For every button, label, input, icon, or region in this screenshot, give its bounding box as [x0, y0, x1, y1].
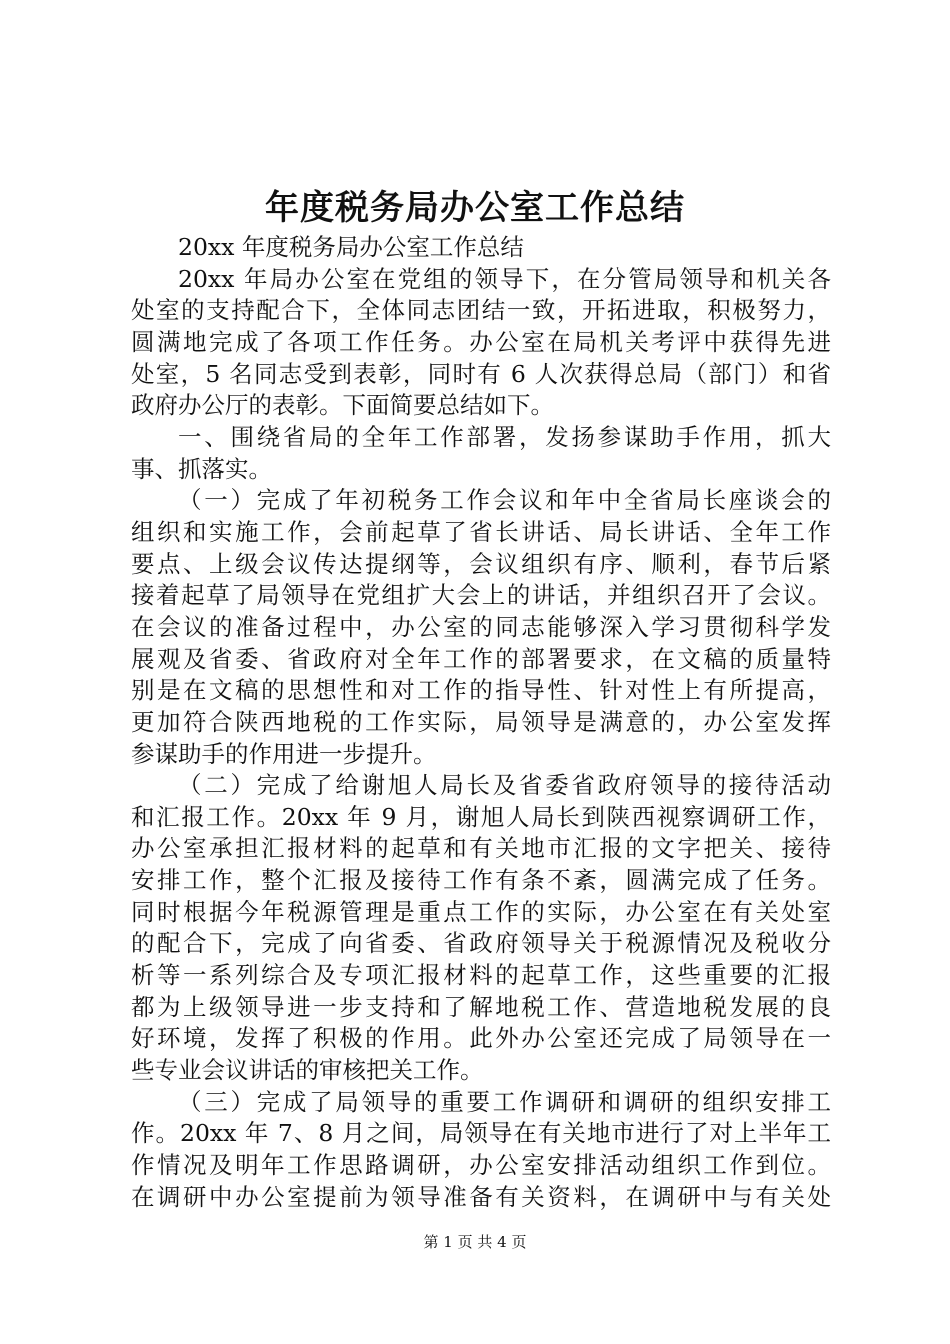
paragraph-line: 更加符合陕西地税的工作实际，局领导是满意的，办公室发挥 [131, 707, 831, 736]
paragraph-line: 接着起草了局领导在党组扩大会上的讲话，并组织召开了会议。 [131, 581, 831, 610]
paragraph-line: 同时根据今年税源管理是重点工作的实际，办公室在有关处室 [131, 897, 831, 926]
paragraph-line: 些专业会议讲话的审核把关工作。 [131, 1056, 484, 1085]
paragraph-line: 都为上级领导进一步支持和了解地税工作、营造地税发展的良 [131, 992, 831, 1021]
paragraph-line: 作情况及明年工作思路调研，办公室安排活动组织工作到位。 [131, 1151, 831, 1180]
paragraph-line: 要点、上级会议传达提纲等，会议组织有序、顺利，春节后紧 [131, 549, 831, 578]
paragraph-line: 析等一系列综合及专项汇报材料的起草工作，这些重要的汇报 [131, 961, 831, 990]
paragraph-line: 别是在文稿的思想性和对工作的指导性、针对性上有所提高， [131, 676, 831, 705]
paragraph-line: 安排工作，整个汇报及接待工作有条不紊，圆满完成了任务。 [131, 866, 831, 895]
paragraph-line: 和汇报工作。20xx 年 9 月，谢旭人局长到陕西视察调研工作， [131, 802, 831, 831]
paragraph-line: 办公室承担汇报材料的起草和有关地市汇报的文字把关、接待 [131, 834, 831, 863]
paragraph-line: 一、围绕省局的全年工作部署，发扬参谋助手作用，抓大 [178, 422, 831, 451]
paragraph-line: （三）完成了局领导的重要工作调研和调研的组织安排工 [178, 1087, 831, 1116]
paragraph-line: 好环境，发挥了积极的作用。此外办公室还完成了局领导在一 [131, 1024, 831, 1053]
paragraph-line: 20xx 年度税务局办公室工作总结 [178, 233, 524, 261]
page-footer: 第 1 页 共 4 页 [423, 1233, 527, 1251]
paragraph-line: 在会议的准备过程中，办公室的同志能够深入学习贯彻科学发 [131, 612, 831, 641]
paragraph-line: （一）完成了年初税务工作会议和年中全省局长座谈会的 [178, 486, 831, 515]
document-title: 年度税务局办公室工作总结 [265, 188, 685, 228]
paragraph-line: 圆满地完成了各项工作任务。办公室在局机关考评中获得先进 [131, 327, 831, 356]
paragraph-line: （二）完成了给谢旭人局长及省委省政府领导的接待活动 [178, 771, 831, 800]
paragraph-line: 的配合下，完成了向省委、省政府领导关于税源情况及税收分 [131, 929, 831, 958]
paragraph-line: 参谋助手的作用进一步提升。 [131, 739, 437, 768]
paragraph-line: 政府办公厅的表彰。下面简要总结如下。 [131, 391, 554, 420]
document-body [131, 232, 831, 1213]
paragraph-line: 作。20xx 年 7、8 月之间，局领导在有关地市进行了对上半年工 [131, 1119, 831, 1148]
paragraph-line: 组织和实施工作，会前起草了省长讲话、局长讲话、全年工作 [131, 517, 831, 546]
paragraph-line: 展观及省委、省政府对全年工作的部署要求，在文稿的质量特 [131, 644, 831, 673]
paragraph-line: 事、抓落实。 [131, 454, 272, 483]
paragraph-line: 20xx 年局办公室在党组的领导下，在分管局领导和机关各 [178, 264, 831, 293]
paragraph-line: 在调研中办公室提前为领导准备有关资料，在调研中与有关处 [131, 1182, 831, 1211]
paragraph-line: 处室的支持配合下，全体同志团结一致，开拓进取，积极努力， [131, 296, 831, 325]
paragraph-line: 处室，5 名同志受到表彰，同时有 6 人次获得总局（部门）和省 [131, 359, 831, 388]
